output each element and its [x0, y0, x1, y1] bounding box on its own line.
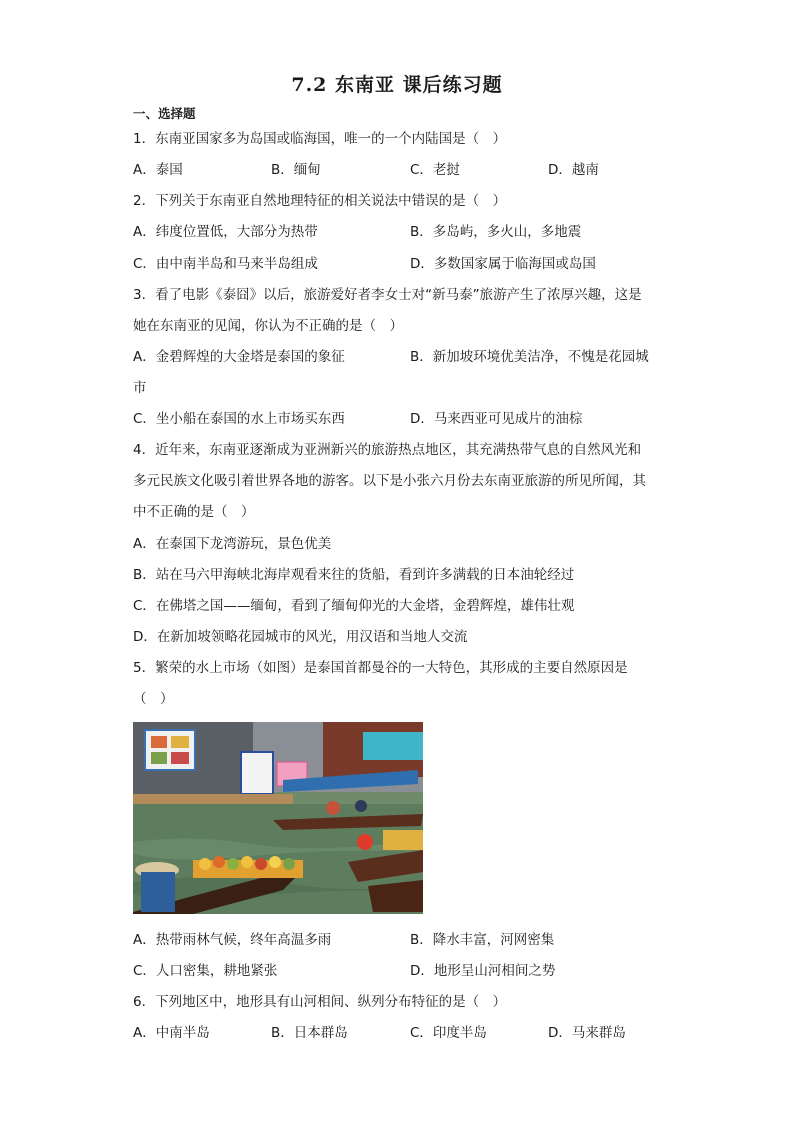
q5-option-d[interactable]: D．地形呈山河相间之势	[410, 963, 556, 979]
q1-option-c[interactable]: C．老挝	[410, 162, 460, 178]
q3-option-a[interactable]: A．金碧辉煌的大金塔是泰国的象征	[133, 349, 345, 365]
q5-option-c[interactable]: C．人口密集，耕地紧张	[133, 963, 278, 979]
q4-option-b[interactable]: B．站在马六甲海峡北海岸观看来往的货船，看到许多满载的日本油轮经过	[133, 567, 575, 583]
question-1-text: 1．东南亚国家多为岛国或临海国，唯一的一个内陆国是（ ）	[133, 131, 507, 147]
q4-option-d[interactable]: D．在新加坡领略花园城市的风光，用汉语和当地人交流	[133, 629, 468, 645]
question-3-text-line-2: 她在东南亚的见闻，你认为不正确的是（ ）	[133, 318, 403, 334]
q6-option-b[interactable]: B．日本群岛	[271, 1025, 348, 1041]
q2-option-d[interactable]: D．多数国家属于临海国或岛国	[410, 256, 596, 272]
document-title: 7.2 东南亚 课后练习题	[291, 74, 503, 96]
question-5-text-line-1: 5．繁荣的水上市场（如图）是泰国首都曼谷的一大特色，其形成的主要自然原因是	[133, 660, 628, 676]
q3-option-b[interactable]: B．新加坡环境优美洁净，不愧是花园城	[410, 349, 649, 365]
q4-option-a[interactable]: A．在泰国下龙湾游玩，景色优美	[133, 536, 332, 552]
question-4-text-line-3: 中不正确的是（ ）	[133, 504, 255, 520]
section-heading: 一、选择题	[133, 106, 196, 121]
q6-option-c[interactable]: C．印度半岛	[410, 1025, 487, 1041]
question-4-text-line-2: 多元民族文化吸引着世界各地的游客。以下是小张六月份去东南亚旅游的所见所闻，其	[133, 473, 646, 489]
q4-option-c[interactable]: C．在佛塔之国——缅甸，看到了缅甸仰光的大金塔，金碧辉煌，雄伟壮观	[133, 598, 575, 614]
q3-option-d[interactable]: D．马来西亚可见成片的油棕	[410, 411, 583, 427]
q5-option-a[interactable]: A．热带雨林气候，终年高温多雨	[133, 932, 332, 948]
q2-option-c[interactable]: C．由中南半岛和马来半岛组成	[133, 256, 318, 272]
q2-option-b[interactable]: B．多岛屿，多火山，多地震	[410, 224, 582, 240]
q5-option-b[interactable]: B．降水丰富，河网密集	[410, 932, 555, 948]
q6-option-a[interactable]: A．中南半岛	[133, 1025, 210, 1041]
q1-option-b[interactable]: B．缅甸	[271, 162, 321, 178]
question-6-text: 6．下列地区中，地形具有山河相间、纵列分布特征的是（ ）	[133, 994, 507, 1010]
q1-option-a[interactable]: A．泰国	[133, 162, 183, 178]
question-2-text: 2．下列关于东南亚自然地理特征的相关说法中错误的是（ ）	[133, 193, 507, 209]
q2-option-a[interactable]: A．纬度位置低，大部分为热带	[133, 224, 318, 240]
q3-option-c[interactable]: C．坐小船在泰国的水上市场买东西	[133, 411, 345, 427]
q6-option-d[interactable]: D．马来群岛	[548, 1025, 626, 1041]
question-5-text-line-2: （ ）	[133, 691, 174, 707]
floating-market-photo	[133, 722, 423, 914]
question-3-text-line-1: 3．看了电影《泰囧》以后，旅游爱好者李女士对“新马泰”旅游产生了浓厚兴趣，这是	[133, 287, 642, 303]
q3-option-b-wrap: 市	[133, 380, 147, 396]
q1-option-d[interactable]: D．越南	[548, 162, 599, 178]
question-4-text-line-1: 4．近年来，东南亚逐渐成为亚洲新兴的旅游热点地区，其充满热带气息的自然风光和	[133, 442, 642, 458]
